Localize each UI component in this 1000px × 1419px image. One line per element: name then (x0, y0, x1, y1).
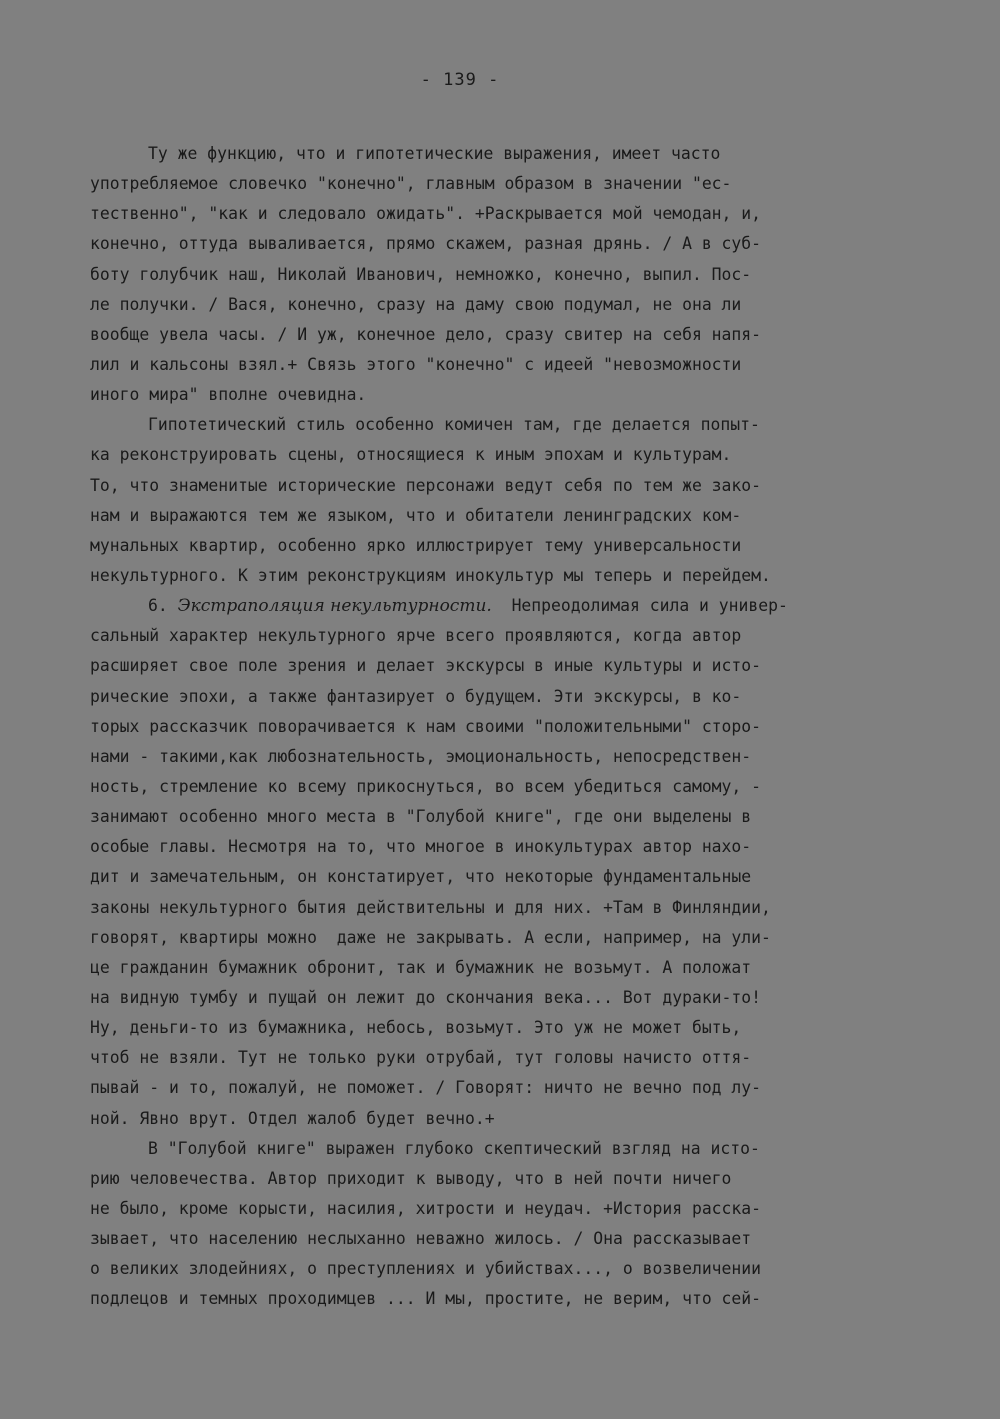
text-line: конечно, оттуда вываливается, прямо скажем, разная дрянь. / А в суб- (90, 234, 762, 254)
text-line: пывай - и то, пожалуй, не поможет. / Говорят: ничто не вечно под лу- (90, 1078, 762, 1098)
text-line: це гражданин бумажник обронит, так и бумажник не возьмут. А положат (90, 957, 752, 977)
text-line: занимают особенно много места в "Голубой книге", где они выделены в (90, 807, 752, 827)
text-line: Ту же функцию, что и гипотетические выражения, имеет часто (148, 144, 721, 163)
body-text (90, 139, 920, 1314)
text-line: на видную тумбу и пущай он лежит до скончания века... Вот дураки-то! (90, 987, 762, 1007)
text-line: зывает, что населению неслыханно неважно жилось. / Она рассказывает (90, 1229, 752, 1249)
page-number: - 139 - (420, 70, 500, 90)
text-line: боту голубчик наш, Николай Иванович, немножко, конечно, выпил. Пос- (90, 264, 752, 284)
text-line: ка реконструировать сцены, относящиеся к иным эпохам и культурам. (90, 445, 732, 465)
section-number: 6. (148, 596, 178, 616)
text-line: не было, кроме корысти, насилия, хитрости и неудач. +История расска- (90, 1198, 762, 1218)
text-line: о великих злодейниях, о преступлениях и убийствах..., о возвеличении (90, 1259, 762, 1279)
text-line: Ну, деньги-то из бумажника, небось, возьмут. Это уж не может быть, (90, 1018, 742, 1038)
section-heading: Экстраполяция некультурности. (177, 596, 492, 617)
text-line: подлецов и темных проходимцев ... И мы, простите, не верим, что сей- (90, 1289, 762, 1309)
text-line: ле получки. / Вася, конечно, сразу на даму свою подумал, не она ли (90, 294, 742, 314)
spacer (492, 596, 512, 615)
text-line: То, что знаменитые исторические персонажи ведут себя по тем же зако- (90, 475, 762, 495)
text-line: В "Голубой книге" выражен глубоко скептический взгляд на исто- (148, 1138, 760, 1158)
text-line: особые главы. Несмотря на то, что многое в инокультурах автор нахо- (90, 837, 752, 857)
text-line: ной. Явно врут. Отдел жалоб будет вечно.+ (90, 1108, 495, 1128)
text-line: рию человечества. Автор приходит к выводу, что в ней почти ничего (90, 1168, 732, 1188)
text-line: ность, стремление ко всему прикоснуться, во всем убедиться самому, - (90, 776, 762, 796)
text-line: употребляемое словечко "конечно", главным образом в значении "ес- (90, 174, 732, 194)
text-line: дит и замечательным, он констатирует, что некоторые фундаментальные (90, 867, 752, 887)
text-line: сальный характер некультурного ярче всего проявляются, когда автор (90, 626, 742, 646)
text-line: некультурного. К этим реконструкциям инокультур мы теперь и перейдем. (90, 565, 771, 585)
text-line: мунальных квартир, особенно ярко иллюстрирует тему универсальности (90, 535, 742, 555)
text-line (90, 591, 920, 621)
text-line: нами - такими,как любознательность, эмоциональность, непосредствен- (90, 746, 752, 766)
text-line: вообще увела часы. / И уж, конечное дело, сразу свитер на себя напя- (90, 324, 762, 344)
text-line: расширяет свое поле зрения и делает экскурсы в иные культуры и исто- (90, 656, 762, 676)
line-text: Непреодолимая сила и универ- (511, 596, 788, 616)
text-line: нам и выражаются тем же языком, что и обитатели ленинградских ком- (90, 505, 742, 525)
text-line: торых рассказчик поворачивается к нам своими "положительными" сторо- (90, 716, 762, 736)
text-line: Гипотетический стиль особенно комичен там, где делается попыт- (148, 415, 760, 435)
text-line: рические эпохи, а также фантазирует о будущем. Эти экскурсы, в ко- (90, 686, 742, 706)
text-line: лил и кальсоны взял.+ Связь этого "конечно" с идеей "невозможности (90, 354, 742, 374)
text-line: говорят, квартиры можно даже не закрывать. А если, например, на ули- (90, 927, 771, 947)
text-line: тественно", "как и следовало ожидать". +Раскрывается мой чемодан, и, (90, 204, 762, 224)
text-line: чтоб не взяли. Тут не только руки отрубай, тут головы начисто оття- (90, 1048, 752, 1068)
text-line: иного мира" вполне очевидна. (90, 385, 367, 405)
text-line: законы некультурного бытия действительны и для них. +Там в Финляндии, (90, 897, 771, 917)
